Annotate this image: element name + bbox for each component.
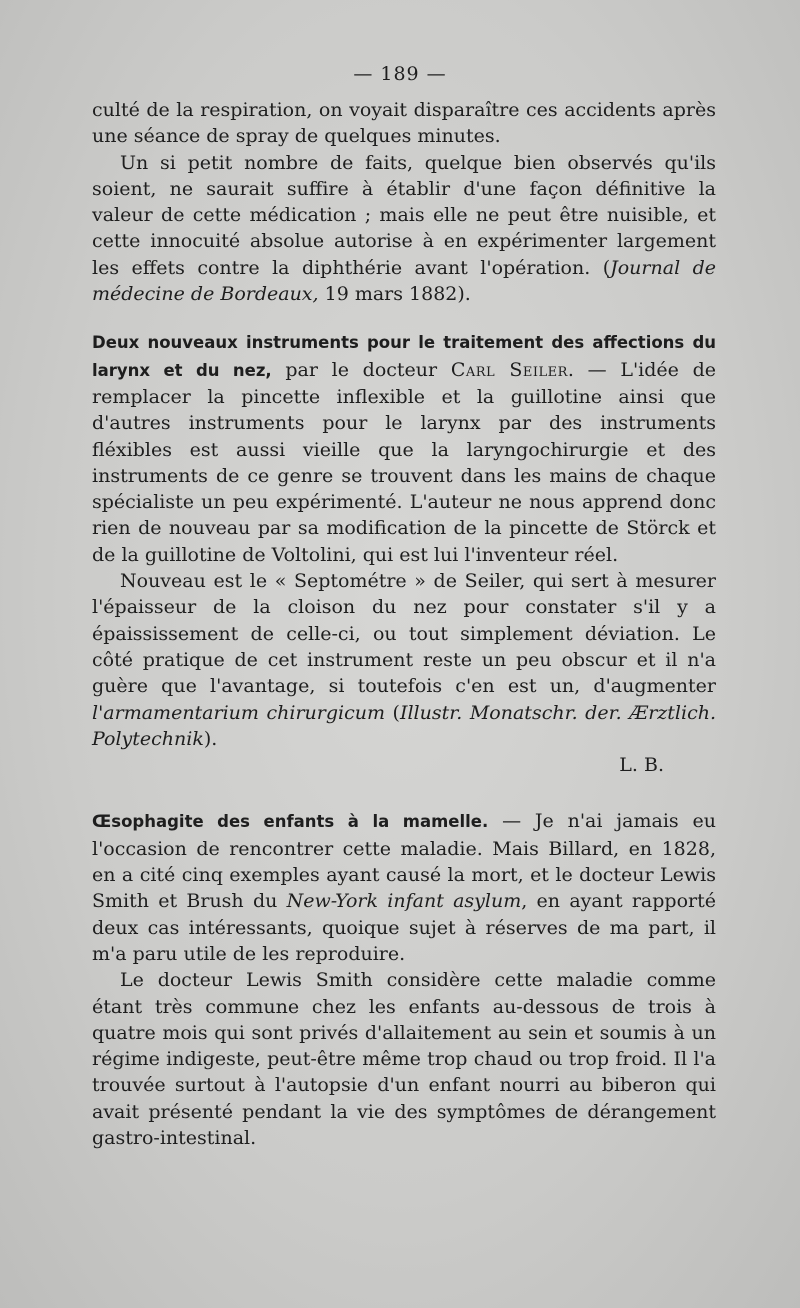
paragraph-text: Nouveau est le « Septométre » de Seiler, qui sert à mesurer l'épaisseur de la cloison du nez pour constater s'il y a épaississement de celle-ci, ou tout simplement déviation. Le côté pratique de cet instrument reste un peu obscur et il n'a guère que l'avantage, si toutefois c'en est un, d'augmenter <box>92 570 716 698</box>
paragraph-text-end: ). <box>203 727 218 750</box>
page-number: — 189 — <box>353 63 447 85</box>
paragraph-conclusion <box>92 150 716 308</box>
paragraph-date: 19 mars 1882). <box>318 283 471 306</box>
article-paragraph-smith: Le docteur Lewis Smith considère cette maladie comme étant très commune chez les enfants au-dessous de trois à quatre mois qui sont privés d'allaitement au sein et soumis à un régime indigeste, peut-être même trop chaud ou trop froid. Il l'a trouvée surtout à l'autopsie d'un enfant nourri au biberon qui avait présenté pendant la vie des symptômes de dérangement gastro-intestinal. <box>92 969 716 1149</box>
article-oesophagite <box>92 808 716 967</box>
journal-reference: Illustr. Monatschr. der. Ærztlich. Polytechnik <box>92 701 716 750</box>
article-title: Deux nouveaux instruments pour le traitement des affections du larynx et du nez, <box>92 333 716 380</box>
paragraph-text: Un si petit nombre de faits, quelque bien observés qu'ils soient, ne saurait suffire à établir d'une façon définitive la valeur de cette médication ; mais elle ne peut être nuisible, et cette innocuité absolue autorise à en expérimenter largement les effets contre la diphthérie avant l'opération. ( <box>92 151 716 279</box>
author-signature: L. B. <box>619 754 664 777</box>
italic-term: l'armamentarium chirurgicum <box>92 701 385 724</box>
journal-reference: Journal de médecine de Bordeaux, <box>92 256 717 306</box>
article-paragraph: — Je n'ai jamais eu l'occasion de rencontrer cette maladie. Mais Billard, en 1828, en a cité cinq exemples ayant causé la mort, et le docteur Lewis Smith et Brush du <box>92 810 716 913</box>
article-author: Carl Seiler <box>450 358 568 381</box>
page-body <box>92 97 716 1151</box>
paragraph-continuation: culté de la respiration, on voyait disparaître ces accidents après une séance de spray de quelques minutes. <box>92 99 716 148</box>
paragraph-text-mid: ( <box>384 701 400 724</box>
article-paragraph-end: , en ayant rapporté deux cas intéressants, quoique sujet à réserves de ma part, il m'a paru utile de les reproduire. <box>92 890 716 965</box>
institution-reference: New-York infant asylum <box>286 890 522 913</box>
article-byline: par le docteur <box>271 358 451 381</box>
article-paragraph: . — L'idée de remplacer la pincette inflexible et la guillotine ainsi que d'autres instruments pour le larynx par des instruments fléxibles est aussi vieille que la laryngochirurgie et des instruments de ce genre se trouvent dans les mains de chaque spécialiste un peu expérimenté. L'auteur ne nous apprend donc rien de nouveau par sa modification de la pincette de Störck et de la guillotine de Voltolini, qui est lui l'inventeur réel. <box>92 358 716 566</box>
article-instruments <box>92 329 716 568</box>
article-title: Œsophagite des enfants à la mamelle. <box>92 812 489 832</box>
article-paragraph-septometre <box>92 568 716 752</box>
